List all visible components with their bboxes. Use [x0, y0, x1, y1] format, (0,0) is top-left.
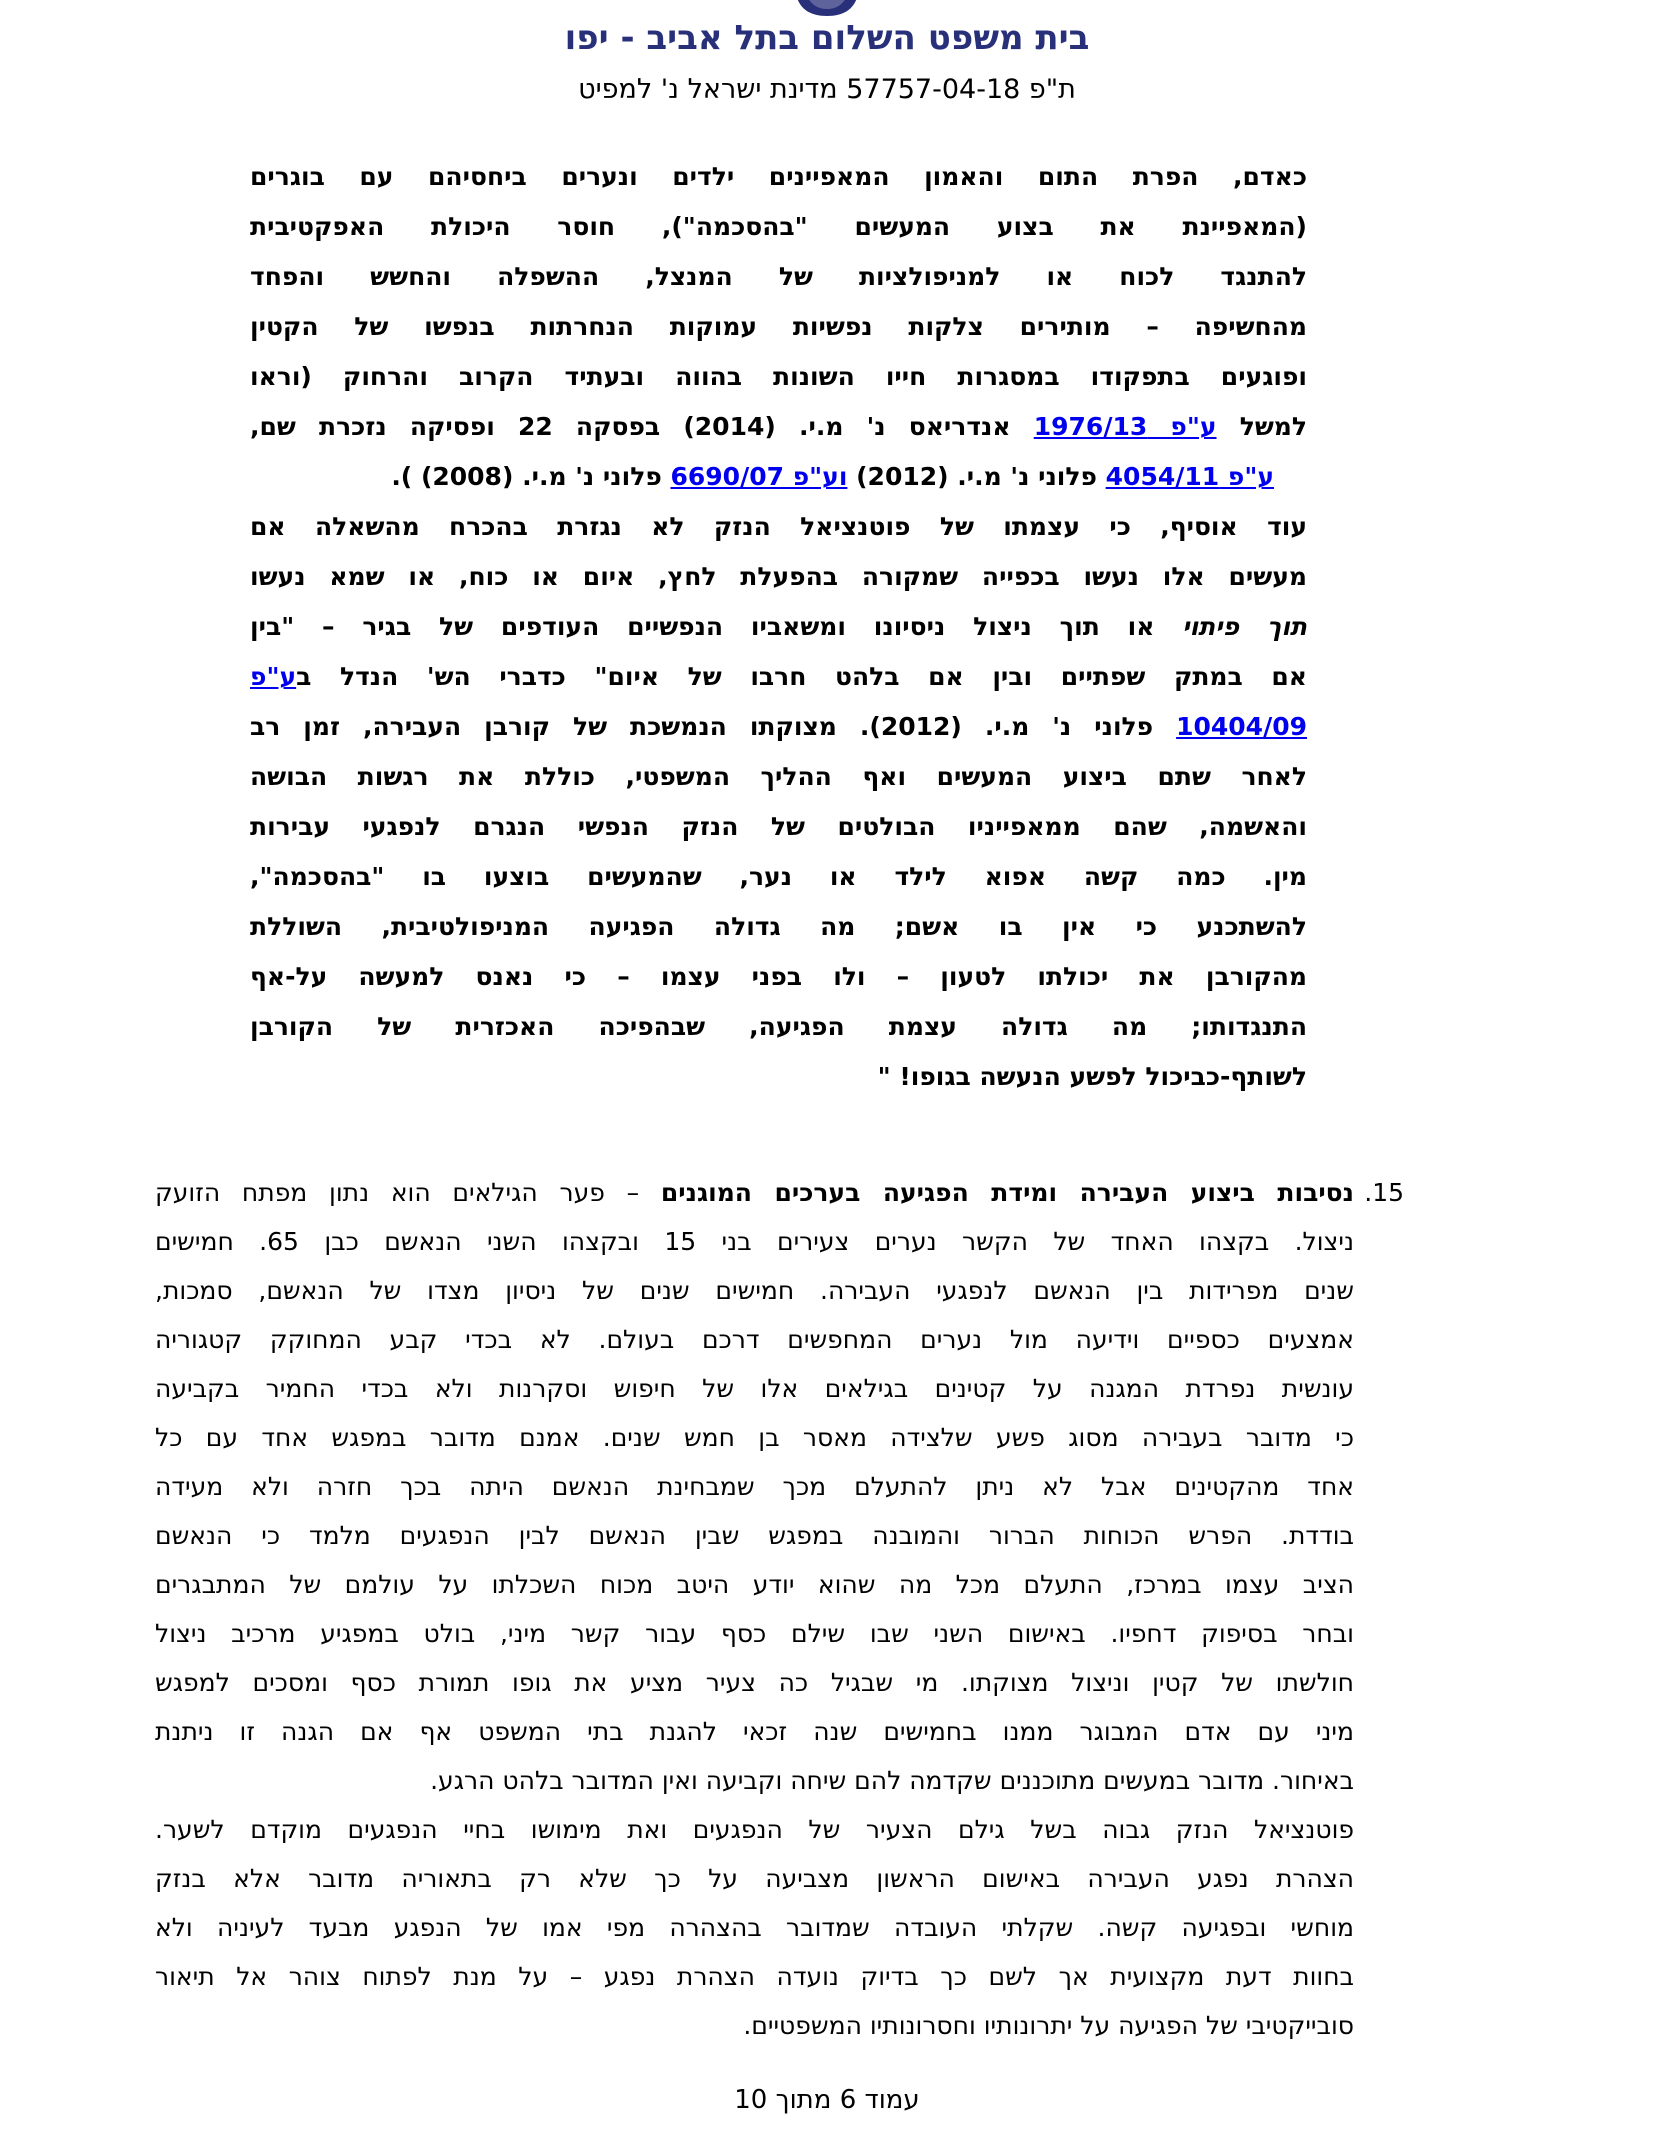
text-line: [155, 1266, 1354, 1315]
quote-paragraph: [250, 152, 1307, 502]
text-segment: התנגדותו; מה גדולה עצמת הפגיעה, שבהפיכה האכזרית של הקורבן: [250, 1012, 1307, 1041]
paragraph-15-text: [155, 1168, 1354, 2050]
text-line: [155, 1707, 1354, 1756]
text-segment: למשל: [1216, 412, 1308, 441]
text-segment: אחד מהקטינים אבל לא ניתן להתעלם מכך שמבחינת הנאשם היתה בכך חזרה ולא מעידה: [155, 1472, 1354, 1501]
text-line: [250, 852, 1307, 902]
case-title: ת"פ 57757-04-18 מדינת ישראל נ' למפיט: [578, 74, 1076, 105]
text-segment: ניצול. בקצהו האחד של הקשר נערים צעירים בני 15 ובקצהו השני הנאשם כבן 65. חמישים: [155, 1227, 1354, 1256]
case-citation-link[interactable]: וע"פ 6690/07: [670, 462, 848, 491]
text-segment: הציב עצמו במרכז, התעלם מכל מה שהוא יודע היטב מכוח השכלתו על עולמם של המתבגרים: [155, 1570, 1354, 1599]
text-line: [155, 1462, 1354, 1511]
text-segment: לאחר שתם ביצוע המעשים ואף ההליך המשפטי, כוללת את רגשות הבושה: [250, 762, 1307, 791]
text-segment: להשתכנע כי אין בו אשם; מה גדולה הפגיעה המניפולטיבית, השוללת: [250, 912, 1307, 941]
text-line: [155, 1854, 1354, 1903]
case-citation-link[interactable]: 10404/09: [1176, 712, 1307, 741]
text-line: [250, 502, 1307, 552]
text-segment: אמצעים כספיים וידיעה מול נערים המחפשים דרכם בעולם. לא בכדי קבע המחוקק קטגוריה: [155, 1325, 1354, 1354]
text-line: [250, 452, 1307, 502]
text-segment: חולשתו של קטין וניצול מצוקתו. מי שבגיל כה צעיר מציע את גופו תמורת כסף ומסכים למפגש: [155, 1668, 1354, 1697]
text-line: [250, 1052, 1307, 1102]
text-segment: פלוני נ' מ.י. (2008) ).: [391, 462, 671, 491]
text-segment: או תוך ניצול ניסיונו ומשאביו הנפשיים העודפים של בגיר – "בין: [250, 612, 1183, 641]
text-line: [155, 1168, 1354, 1217]
text-segment: מוחשי ובפגיעה קשה. שקלתי העובדה שמדובר בהצהרה מפי אמו של הנפגע מבעד לעיניה ולא: [155, 1913, 1354, 1942]
quote-paragraph: [250, 502, 1307, 1102]
text-segment: (המאפיינת את בצוע המעשים "בהסכמה"), חוסר היכולת האפקטיבית: [250, 212, 1307, 241]
text-line: [155, 1609, 1354, 1658]
text-segment: אנדריאס נ' מ.י. (2014) בפסקה 22 ופסיקה נזכרת שם,: [250, 412, 1034, 441]
text-segment: ובחר בסיפוק דחפיו. באישום השני שבו שילם כסף עבור קשר מיני, בולט במפגיע מרכיב ניצול: [155, 1619, 1354, 1648]
text-line: [250, 902, 1307, 952]
text-line: [155, 1364, 1354, 1413]
text-segment: בודדת. הפרש הכוחות הברור והמובנה במפגש שבין הנאשם לבין הנפגעים מלמד כי הנאשם: [155, 1521, 1354, 1550]
text-segment: להתנגד לכוח או למניפולציות של המנצל, ההשפלה והחשש והפחד: [250, 262, 1307, 291]
text-segment: מעשים אלו נעשו בכפייה שמקורה בהפעלת לחץ, איום או כוח, או שמא נעשו: [250, 562, 1307, 591]
text-line: [250, 152, 1307, 202]
text-line: [155, 1903, 1354, 1952]
text-line: [155, 1315, 1354, 1364]
text-segment: נסיבות ביצוע העבירה ומידת הפגיעה בערכים המוגנים: [660, 1178, 1354, 1207]
paragraph-number: 15.: [1364, 1178, 1404, 1207]
text-segment: תוך פיתוי: [1182, 612, 1307, 641]
text-line: [155, 1217, 1354, 1266]
case-citation-link[interactable]: ע"פ: [250, 662, 297, 691]
text-segment: מין. כמה קשה אפוא לילד או נער, שהמעשים בוצעו בו "בהסכמה",: [250, 862, 1307, 891]
text-segment: בחוות דעת מקצועית אך לשם כך בדיוק נועדה הצהרת נפגע – על מנת לפתוח צוהר אל תיאור: [155, 1962, 1354, 1991]
text-line: [155, 1658, 1354, 1707]
text-segment: ופוגעים בתפקודו במסגרות חייו השונות בהווה ובעתיד הקרוב והרחוק (וראו: [250, 362, 1307, 391]
text-line: [155, 1756, 1354, 1805]
text-line: [155, 1952, 1354, 2001]
text-line: [155, 2001, 1354, 2050]
text-line: [250, 202, 1307, 252]
text-line: [155, 1805, 1354, 1854]
text-segment: עונשית נפרדת המגנה על קטינים בגילאים אלו של חיפוש וסקרנות ולא בכדי החמיר בקביעה: [155, 1374, 1354, 1403]
quoted-citation-block: [250, 152, 1307, 1102]
text-segment: מהקורבן את יכולתו לטעון – ולו בפני עצמו – כי נאנס למעשה על-אף: [250, 962, 1307, 991]
text-segment: מיני עם אדם המבוגר ממנו בחמישים שנה זכאי להגנת בתי המשפט אף אם הגנה זו ניתנת: [155, 1717, 1354, 1746]
text-line: [250, 752, 1307, 802]
text-segment: הצהרת נפגע העבירה באישום הראשון מצביעה על כך שלא רק בתאוריה מדובר אלא בנזק: [155, 1864, 1354, 1893]
text-segment: לשותף-כביכול לפשע הנעשה בגופו! ": [877, 1062, 1307, 1091]
text-segment: פלוני נ' מ.י. (2012): [847, 462, 1106, 491]
text-segment: כאדם, הפרת התום והאמון המאפיינים ילדים ונערים ביחסיהם עם בוגרים: [250, 162, 1307, 191]
text-line: [250, 1002, 1307, 1052]
text-line: [250, 652, 1307, 702]
text-segment: כי מדובר בעבירה מסוג פשע שלצידה מאסר בן חמש שנים. אמנם מדובר במפגש אחד עם כל: [155, 1423, 1354, 1452]
text-line: [155, 1560, 1354, 1609]
text-segment: באיחור. מדובר במעשים מתוכננים שקדמה להם שיחה וקביעה ואין המדובר בלהט הרגע.: [430, 1766, 1354, 1795]
state-emblem-icon: [0, 0, 1654, 18]
text-line: [250, 252, 1307, 302]
text-line: [250, 602, 1307, 652]
page-number: עמוד 6 מתוך 10: [734, 2085, 920, 2115]
text-line: [250, 952, 1307, 1002]
text-segment: סובייקטיבי של הפגיעה על יתרונותיו וחסרונותיו המשפטיים.: [743, 2011, 1354, 2040]
text-segment: מהחשיפה – מותירים צלקות נפשיות עמוקות הנחרתות בנפשו של הקטין: [250, 312, 1307, 341]
text-segment: – פער הגילאים הוא נתון מפתח הזועק: [155, 1178, 661, 1207]
text-line: [250, 352, 1307, 402]
text-line: [250, 552, 1307, 602]
text-line: [250, 402, 1307, 452]
text-segment: פוטנציאל הנזק גבוה בשל גילם הצעיר של הנפגעים ואת מימושו בחיי הנפגעים מוקדם לשער.: [155, 1815, 1354, 1844]
text-line: [155, 1511, 1354, 1560]
case-citation-link[interactable]: ע"פ 1976/13: [1033, 412, 1217, 441]
text-segment: אם במתק שפתיים ובין אם בלהט חרבו של איום" כדברי הש' הנדל ב: [296, 662, 1307, 691]
document-header: [0, 0, 1654, 106]
court-name: בית משפט השלום בתל אביב - יפו: [564, 18, 1090, 58]
paragraph-15: [155, 1168, 1404, 2050]
text-line: [155, 1413, 1354, 1462]
text-line: [250, 702, 1307, 752]
text-segment: עוד אוסיף, כי עצמתו של פוטנציאל הנזק לא נגזרת בהכרח מהשאלה אם: [250, 512, 1307, 541]
case-citation-link[interactable]: ע"פ 4054/11: [1105, 462, 1274, 491]
text-segment: והאשמה, שהם ממאפייניו הבולטים של הנזק הנפשי הנגרם לנפגעי עבירות: [250, 812, 1307, 841]
text-segment: פלוני נ' מ.י. (2012). מצוקתו הנמשכת של קורבן העבירה, זמן רב: [250, 712, 1177, 741]
document-footer: [0, 2085, 1654, 2115]
text-segment: שנים מפרידות בין הנאשם לנפגעי העבירה. חמישים שנים של ניסיון מצדו של הנאשם, סמכות,: [155, 1276, 1354, 1305]
text-line: [250, 802, 1307, 852]
text-line: [250, 302, 1307, 352]
